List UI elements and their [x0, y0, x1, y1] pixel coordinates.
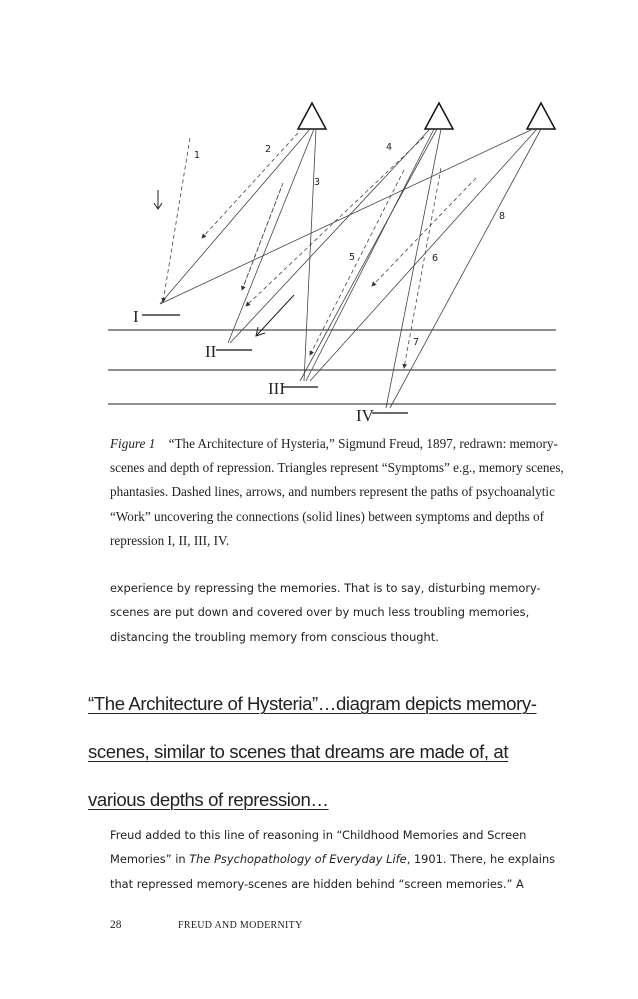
path-label-5: 5: [349, 252, 356, 263]
paragraph-2-start: Freud added to this line of reasoning in “Childhood Memories and Screen Memories” in: [110, 828, 527, 867]
caption-text: “The Architecture of Hysteria,” Sigmund Freud, 1897, redrawn: memory-scenes and depth of repression. Triangles represent “Symptoms” e.g., memory scenes, phantasies. Dashed lines, arrows, and numbers represent the paths of psychoanalytic “Work” uncovering the connections (solid lines) between symptoms and depths of repression I, II, III, IV.: [110, 436, 564, 548]
path-label-3: 3: [314, 177, 321, 188]
depth-label-iii: III: [268, 379, 285, 398]
path-number-labels: [194, 142, 505, 348]
connection-lines: [160, 129, 541, 408]
path-label-1: 1: [194, 150, 201, 161]
paragraph-2-end: , 1901. There, he explains that repressed memory-scenes are hidden behind “screen memories.” A: [110, 852, 556, 891]
path-label-8: 8: [499, 211, 506, 222]
path-label-2: 2: [265, 144, 272, 155]
repression-level-lines: [108, 330, 556, 404]
work-paths: [163, 133, 476, 368]
depth-marker-i: [133, 307, 180, 326]
figure-caption: [110, 432, 570, 553]
depth-label-iv: IV: [356, 406, 374, 425]
symptom-triangle-2: [425, 103, 453, 129]
path-label-7: 7: [413, 337, 420, 348]
depth-label-ii: II: [205, 342, 217, 361]
symptom-triangle-1: [298, 103, 326, 129]
path-label-4: 4: [386, 142, 393, 153]
architecture-of-hysteria-diagram: [0, 0, 638, 430]
page-number: 28: [110, 919, 122, 931]
book-title: The Psychopathology of Everyday Life: [189, 852, 407, 867]
depth-marker-iii: [268, 379, 318, 398]
body-paragraph-2: [110, 823, 580, 896]
figure-label: Figure 1: [110, 436, 156, 451]
running-head: FREUD AND MODERNITY: [178, 920, 303, 931]
body-paragraph-1: experience by repressing the memories. That is to say, disturbing memory-scenes are put down and covered over by much less troubling memories, distancing the troubling memory from conscious thought.: [110, 581, 541, 644]
path-label-6: 6: [432, 253, 439, 264]
depth-marker-iv: [356, 406, 408, 425]
symptom-triangle-3: [527, 103, 555, 129]
pull-quote: “The Architecture of Hysteria”…diagram depicts memory-scenes, similar to scenes that dreams are made of, at various depths of repression…: [88, 693, 537, 810]
depth-label-i: I: [133, 307, 139, 326]
depth-marker-ii: [205, 342, 252, 361]
direction-arrows: [154, 190, 294, 336]
